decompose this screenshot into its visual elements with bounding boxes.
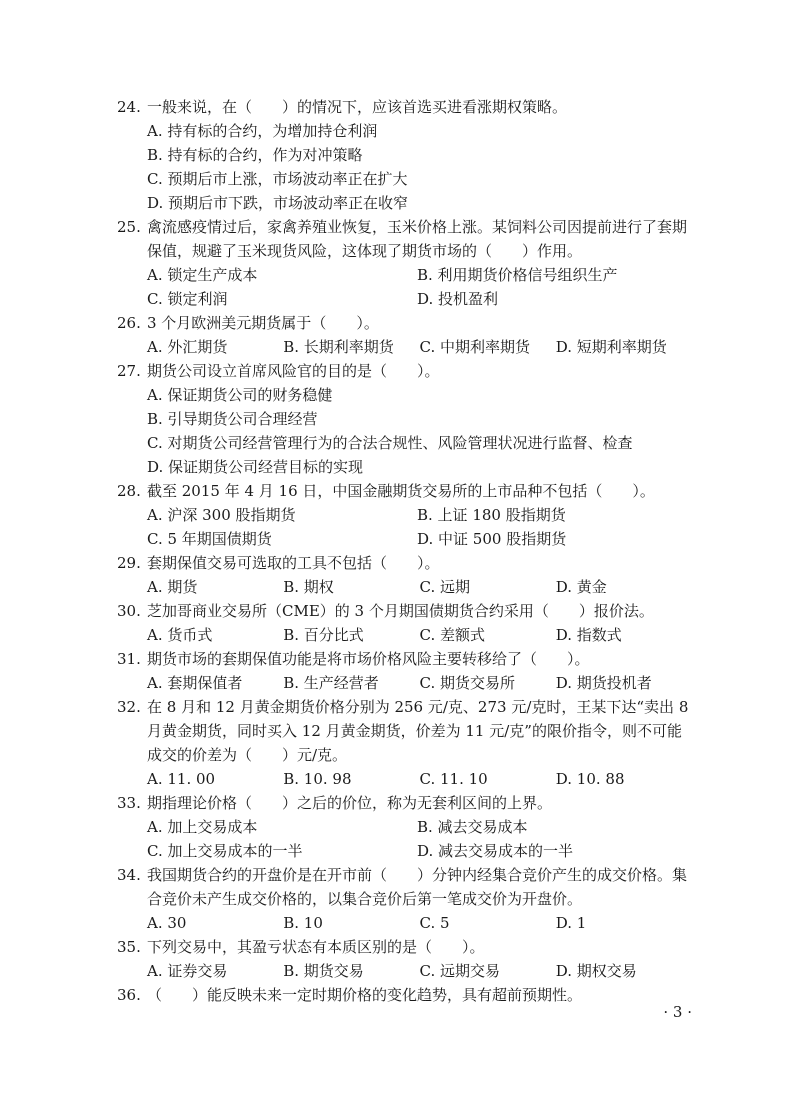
- question-stem: [117, 551, 692, 575]
- question-33: [117, 791, 692, 863]
- options: [147, 911, 692, 935]
- question-number: 24.: [117, 98, 141, 116]
- option-d: D. 期货投机者: [555, 674, 652, 692]
- option-c: C. 5: [419, 914, 450, 932]
- question-stem: [117, 95, 692, 119]
- question-text: 套期保值交易可选取的工具不包括（ ）。: [147, 554, 440, 572]
- question-number: 31.: [117, 650, 141, 668]
- question-text: 禽流感疫情过后，家禽养殖业恢复，玉米价格上涨。某饲料公司因提前进行了套期保值，规避了玉米现货风险，这体现了期货市场的（ ）作用。: [147, 218, 688, 260]
- question-text: 我国期货合约的开盘价是在开市前（ ）分钟内经集合竞价产生的成交价格。集合竞价未产生成交价格的，以集合竞价后第一笔成交价为开盘价。: [147, 866, 688, 908]
- option-a: A. 期货: [147, 578, 198, 596]
- option-b: B. 减去交易成本: [417, 818, 528, 836]
- question-number: 30.: [117, 602, 141, 620]
- option-c: C. 锁定利润: [147, 290, 228, 308]
- option-a: A. 30: [147, 914, 187, 932]
- option-a: A. 加上交易成本: [147, 818, 258, 836]
- question-number: 35.: [117, 938, 141, 956]
- option-a: A. 货币式: [147, 626, 213, 644]
- option-c: C. 差额式: [419, 626, 485, 644]
- options: [147, 815, 692, 863]
- option-d: D. 预期后市下跌，市场波动率正在收窄: [147, 194, 409, 212]
- question-stem: [117, 359, 692, 383]
- option-b: B. 上证 180 股指期货: [417, 506, 566, 524]
- option-c: C. 对期货公司经营管理行为的合法合规性、风险管理状况进行监督、检查: [147, 434, 633, 452]
- question-number: 25.: [117, 218, 141, 236]
- question-stem: [117, 311, 692, 335]
- question-text: 一般来说，在（ ）的情况下，应该首选买进看涨期权策略。: [147, 98, 568, 116]
- option-d: D. 期权交易: [555, 962, 637, 980]
- question-36: [117, 983, 692, 1007]
- question-text: 在 8 月和 12 月黄金期货价格分别为 256 元/克、273 元/克时，王某下达“卖出 8 月黄金期货，同时买入 12 月黄金期货，价差为 11 元/克”的限价指令，则不可能成交的价差为（ ）元/克。: [147, 698, 689, 764]
- question-26: [117, 311, 692, 359]
- question-34: [117, 863, 692, 935]
- question-text: （ ）能反映未来一定时期价格的变化趋势，具有超前预期性。: [147, 986, 583, 1004]
- question-stem: [117, 983, 692, 1007]
- option-d: D. 黄金: [555, 578, 607, 596]
- question-stem: [117, 479, 692, 503]
- option-d: D. 投机盈利: [417, 290, 499, 308]
- page-number: · 3 ·: [663, 1003, 692, 1021]
- question-stem: [117, 935, 692, 959]
- option-a: A. 锁定生产成本: [147, 266, 258, 284]
- options: [147, 623, 692, 647]
- option-a: A. 外汇期货: [147, 338, 228, 356]
- option-b: B. 利用期货价格信号组织生产: [417, 266, 618, 284]
- option-b: B. 期权: [283, 578, 334, 596]
- options: [147, 383, 692, 479]
- option-c: C. 5 年期国债期货: [147, 530, 272, 548]
- option-c: C. 期货交易所: [419, 674, 515, 692]
- question-number: 29.: [117, 554, 141, 572]
- question-30: [117, 599, 692, 647]
- options: [147, 575, 692, 599]
- option-c: C. 中期利率期货: [419, 338, 530, 356]
- option-d: D. 中证 500 股指期货: [417, 530, 567, 548]
- option-c: C. 加上交易成本的一半: [147, 842, 303, 860]
- options: [147, 263, 692, 311]
- options: [147, 959, 692, 983]
- question-31: [117, 647, 692, 695]
- option-c: C. 远期: [419, 578, 470, 596]
- question-27: [117, 359, 692, 479]
- option-b: B. 持有标的合约，作为对冲策略: [147, 146, 363, 164]
- question-28: [117, 479, 692, 551]
- question-24: [117, 95, 692, 215]
- question-number: 32.: [117, 698, 141, 716]
- question-stem: [117, 647, 692, 671]
- question-list: [117, 95, 692, 1007]
- option-b: B. 10: [283, 914, 323, 932]
- question-text: 期指理论价格（ ）之后的价位，称为无套利区间的上界。: [147, 794, 553, 812]
- option-a: A. 保证期货公司的财务稳健: [147, 386, 333, 404]
- options: [147, 119, 692, 215]
- options: [147, 503, 692, 551]
- option-d: D. 减去交易成本的一半: [417, 842, 574, 860]
- option-d: D. 指数式: [555, 626, 622, 644]
- question-stem: [117, 599, 692, 623]
- question-stem: [117, 215, 692, 263]
- question-35: [117, 935, 692, 983]
- question-32: [117, 695, 692, 791]
- question-stem: [117, 863, 692, 911]
- option-a: A. 证券交易: [147, 962, 228, 980]
- option-b: B. 10. 98: [283, 770, 352, 788]
- option-a: A. 套期保值者: [147, 674, 243, 692]
- option-d: D. 保证期货公司经营目标的实现: [147, 458, 364, 476]
- question-number: 27.: [117, 362, 141, 380]
- option-d: D. 短期利率期货: [555, 338, 667, 356]
- question-text: 期货公司设立首席风险官的目的是（ ）。: [147, 362, 440, 380]
- question-29: [117, 551, 692, 599]
- question-text: 截至 2015 年 4 月 16 日，中国金融期货交易所的上市品种不包括（ ）。: [147, 482, 655, 500]
- question-number: 28.: [117, 482, 141, 500]
- question-text: 期货市场的套期保值功能是将市场价格风险主要转移给了（ ）。: [147, 650, 590, 668]
- option-b: B. 长期利率期货: [283, 338, 394, 356]
- question-number: 36.: [117, 986, 141, 1004]
- question-25: [117, 215, 692, 311]
- question-number: 26.: [117, 314, 141, 332]
- option-b: B. 生产经营者: [283, 674, 379, 692]
- option-a: A. 沪深 300 股指期货: [147, 506, 296, 524]
- option-b: B. 期货交易: [283, 962, 364, 980]
- question-number: 33.: [117, 794, 141, 812]
- question-text: 芝加哥商业交易所（CME）的 3 个月期国债期货合约采用（ ）报价法。: [147, 602, 654, 620]
- question-stem: [117, 695, 692, 767]
- option-a: A. 持有标的合约，为增加持仓利润: [147, 122, 378, 140]
- option-d: D. 10. 88: [555, 770, 625, 788]
- options: [147, 335, 692, 359]
- question-text: 3 个月欧洲美元期货属于（ ）。: [147, 314, 379, 332]
- option-c: C. 11. 10: [419, 770, 488, 788]
- question-number: 34.: [117, 866, 141, 884]
- options: [147, 671, 692, 695]
- option-a: A. 11. 00: [147, 770, 216, 788]
- option-d: D. 1: [555, 914, 587, 932]
- option-b: B. 引导期货公司合理经营: [147, 410, 318, 428]
- option-b: B. 百分比式: [283, 626, 364, 644]
- options: [147, 767, 692, 791]
- question-text: 下列交易中，其盈亏状态有本质区别的是（ ）。: [147, 938, 485, 956]
- option-c: C. 预期后市上涨，市场波动率正在扩大: [147, 170, 408, 188]
- question-stem: [117, 791, 692, 815]
- option-c: C. 远期交易: [419, 962, 500, 980]
